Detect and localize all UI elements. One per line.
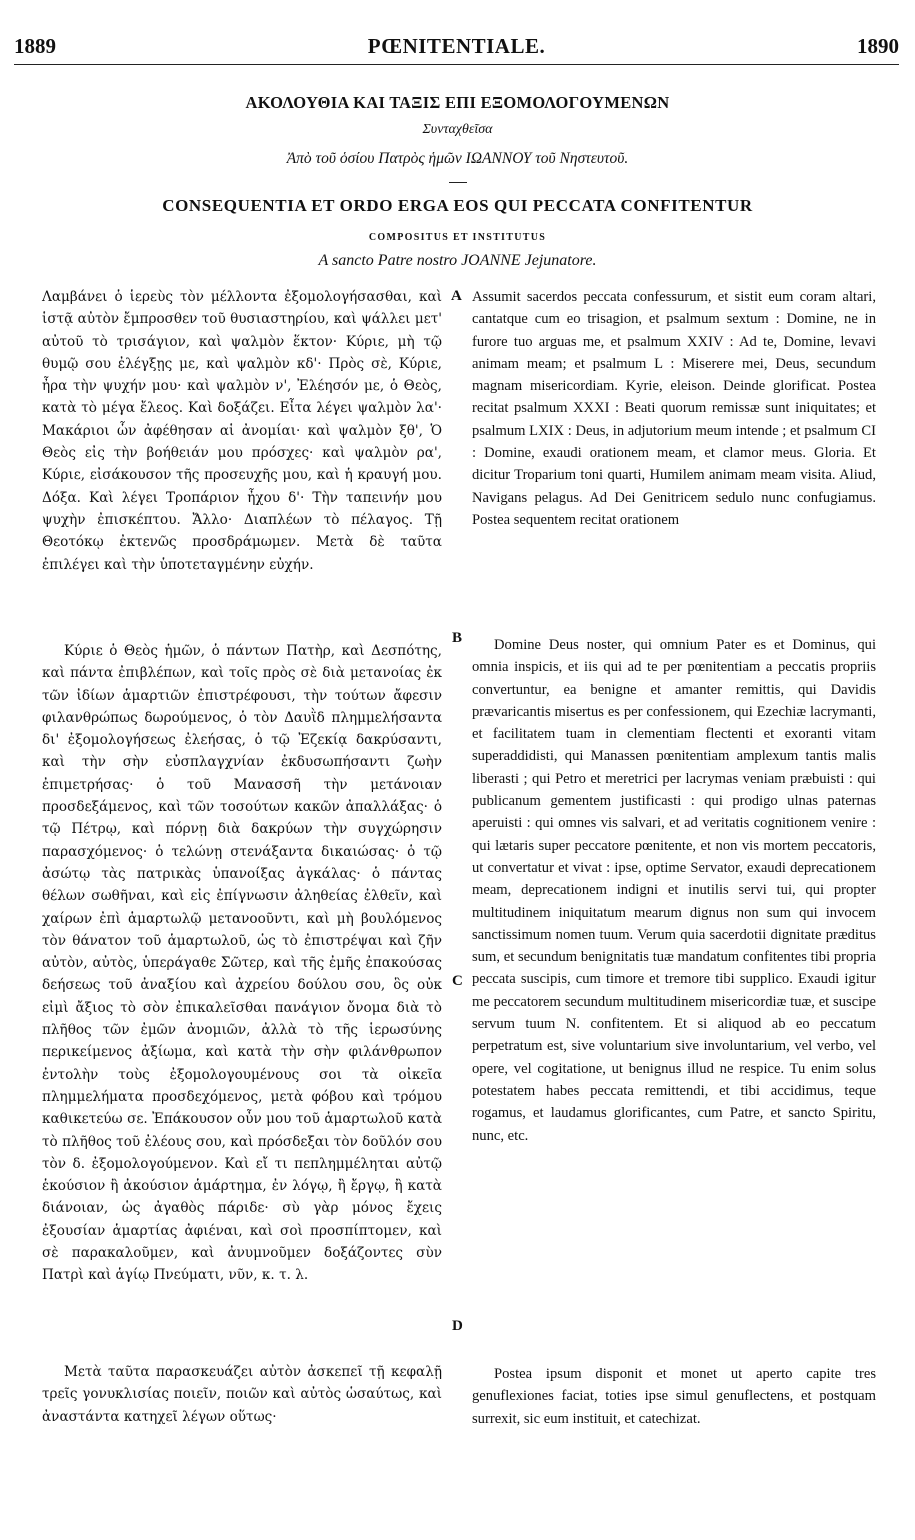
greek-paragraph-2: Κύριε ὁ Θεὸς ἡμῶν, ὁ πάντων Πατὴρ, καὶ Δεσπότης, καὶ πάντα ἐπιβλέπων, καὶ τοῖς πρὸς σὲ διὰ μετανοίας ἐκ τῶν ἰδίων ἁμαρτιῶν ἐπιστρέφουσι, τὴν τούτων ἄφεσιν φιλανθρώπως δωρούμενος, ὁ τὸν Δαυῒδ πλημμελήσαντα δι' ἐξομολογήσεως ἐλεήσας, ὁ τῷ Ἐζεκίᾳ δακρύσαντι, καὶ τὴν σὴν εὐσπλαγχνίαν ἐκδυσωπήσαντι ζωὴν ἐπιμετρήσας· ὁ τοῦ Μανασσῆ τὴν μετάνοιαν προσδεξάμενος, καὶ τῶν τοσούτων κακῶν ἀπαλλάξας· ὁ τῷ Πέτρῳ, καὶ πόρνῃ διὰ δακρύων τὴν συγχώρησιν παρασχόμενος· ὁ τελώνῃ στενάξαντα δικαιώσας· ὁ τῷ ἀσώτῳ τὰς πατρικὰς ὑπανοίξας ἀγκάλας· ὁ πάντας θέλων σωθῆναι, καὶ εἰς ἐπίγνωσιν ἀληθείας ἐλθεῖν, καὶ χαίρων ἐπὶ ἁμαρτωλῷ μετανοοῦντι, καὶ μὴ βουλόμενος τὸν θάνατον τοῦ ἁμαρτωλοῦ, ὡς τὸ ἐπιστρέψαι καὶ ζῆν αὐτὸν, αὐτὸς, ὑπεράγαθε Σῶτερ, καὶ τῆς ἐμῆς ἐπακούσας δεήσεως τοῦ ἀναξίου καὶ ἀχρείου δούλου σου, ὃς οὐκ εἰμὶ ἄξιος τὸ σὸν ἐπικαλεῖσθαι πανάγιον ὄνομα διὰ τὸ πλῆθος τῶν ἐμῶν ἀνομιῶν, ἀλλὰ τὸ τῆς ἱερωσύνης περικείμενος ἀξίωμα, καὶ κατὰ τὴν σὴν φιλάνθρωπον ἐντολὴν τοὺς ἐξομολογουμένους σοι τὰ οἰκεῖα πλημμελήματα προσδεχόμενος, μετὰ φόβου καὶ τρόμου καθικετεύω σε. Ἐπάκουσον οὖν μου τοῦ ἁμαρτωλοῦ κατὰ τὸ πλῆθος τοῦ ἐλέους σου, καὶ πρόσδεξαι τὸν δοῦλόν σου τὸν δ. ἐξομολογούμενον. Καὶ εἴ τι πεπλημμέληται αὐτῷ ἑκούσιον ἢ ἀκούσιον ἁμάρτημα, ἐν λόγῳ, ἢ ἔργῳ, ἢ κατὰ διάνοιαν, ὡς ἀγαθὸς πάριδε· σὺ γὰρ μόνος ἔχεις ἐξουσίαν ἁμαρτίας ἀφιέναι, καὶ σοὶ προσπίπτομεν, καὶ σὲ παρακαλοῦμεν, καὶ ἀνυμνοῦμεν δοξάζοντες σὺν Πατρὶ καὶ ἁγίῳ Πνεύματι, νῦν, κ. τ. λ. (42, 643, 442, 1284)
greek-author-line: Ἀπὸ τοῦ ὁσίου Πατρὸς ἡμῶν ΙΩΑΝΝΟΥ τοῦ Νηστευτοῦ. (286, 150, 629, 167)
column-number-right: 1890 (857, 34, 899, 58)
latin-prayer-paragraph (472, 634, 876, 1147)
column-number-left: 1889 (14, 34, 56, 58)
margin-marker-d: D (452, 1318, 463, 1334)
greek-paragraph-3: Μετὰ ταῦτα παρασκευάζει αὐτὸν ἀσκεπεῖ τῇ κεφαλῇ τρεῖς γονυκλισίας ποιεῖν, ποιῶν καὶ αὐτὸς ὡσαύτως, καὶ ἀναστάντα κατηχεῖ λέγων οὕτως· (42, 1364, 442, 1425)
margin-marker-a: A (451, 288, 462, 304)
latin-subtitle: COMPOSITUS ET INSTITUTUS (368, 232, 547, 243)
heading-divider (449, 182, 467, 183)
latin-paragraph-3: Postea ipsum disponit et monet ut aperto capite tres genuflexiones faciat, toties ipse simul genuflectens, et postquam surrexit, sic eum instituit, et catechizat. (472, 1366, 876, 1427)
greek-closing-paragraph (42, 1361, 442, 1428)
latin-title: CONSEQUENTIA ET ORDO ERGA EOS QUI PECCATA CONFITENTUR (162, 196, 753, 215)
margin-marker-c: C (452, 973, 463, 989)
latin-paragraph-2: Domine Deus noster, qui omnium Pater es et Dominus, qui omnia inspicis, et iis qui ad te per pœnitentiam a peccatis propriis convertuntur, ea benigne et amanter remittis, qui Davidis prævaricantis misertus es per confessionem, qui Ezechiæ lacrymanti, et facilitatem tuam in clementiam flectenti et exoranti vitam superaddidisti, qui Manassen pœnitentiam amplexum tantis malis liberasti ; qui Petro et meretrici per lacrymas veniam præbuisti : qui publicanum gementem justificasti : qui prodigo ulnas paternas aperuisti : qui omnes vis salvari, et ad veritatis cognitionem venire : qui lætaris super peccatore pœnitente, et non vis mortem peccatoris, ut convertatur et vivat : ipse, optime Servator, exaudi deprecationem meam, deprecationem indigni et inutilis servi tui, qui propter multitudinem iniquitatum mearum dignus non sum qui invocem sanctissimum nomen tuum. Verum quia sacerdotii dignitate præditus sum, et secundum benignitatis tuæ mandatum confitentes tibi propria peccata suscipis, cum timore et tremore tibi supplico. Exaudi igitur me peccatorem secundum multitudinem misericordiæ tuæ, et suscipe servum tuum N. confitentem. Et si aliquod ab eo peccatum perpetratum est, sive voluntarium sive involuntarium, vel verbo, vel opere, vel cogitatione, ut benignus illud ne respice. Tu enim solus potestatem habes peccata remittendi, et tibi accidimus, teque rogamus, et laudamus glorificantes, cum Patre, et sancto Spiritu, nunc, etc. (472, 637, 876, 1144)
header-rule (14, 64, 899, 65)
greek-title: ΑΚΟΛΟΥΘΙΑ ΚΑΙ ΤΑΞΙΣ ΕΠΙ ΕΞΟΜΟΛΟΓΟΥΜΕΝΩΝ (245, 93, 670, 112)
greek-paragraph-1: Λαμβάνει ὁ ἱερεὺς τὸν μέλλοντα ἐξομολογήσασθαι, καὶ ἱστᾷ αὐτὸν ἔμπροσθεν τοῦ θυσιαστηρίου, καὶ ψάλλει μετ' αὐτοῦ τὸ τρισάγιον, καὶ ψαλμὸν ἕκτον· Κύριε, μὴ τῷ θυμῷ σου ἐλέγξῃς με, καὶ ψαλμὸν κδ'· Πρὸς σὲ, Κύριε, ἦρα τὴν ψυχήν μου· καὶ ψαλμὸν ν', Ἐλέησόν με, ὁ Θεὸς, κατὰ τὸ μέγα ἔλεος. Καὶ δοξάζει. Εἶτα λέγει ψαλμὸν λα'· Μακάριοι ὧν ἀφέθησαν αἱ ἀνομίαι· καὶ ψαλμὸν ξθ', Ὁ Θεὸς εἰς τὴν βοήθειάν μου πρόσχες· καὶ ψαλμὸν ρα', Κύριε, εἰσάκουσον τῆς προσευχῆς μου, καὶ ἡ κραυγή μου. Δόξα. Καὶ λέγει Τροπάριον ἦχου δ'· Τὴν ταπεινήν μου ψυχὴν ἐπισκέπτου. Ἄλλο· Διαπλέων τὸ πέλαγος. Τῇ Θεοτόκῳ ἐκτενῶς προσδράμωμεν. Μετὰ δὲ ταῦτα ἐπιλέγει καὶ τὴν ὑποτεταγμένην εὐχήν. (42, 289, 442, 573)
greek-prayer-paragraph (42, 640, 442, 1287)
latin-paragraph-1: Assumit sacerdos peccata confessurum, et sistit eum coram altari, cantatque cum eo trisagion, et psalmum sextum : Domine, ne in furore tuo arguas me, et psalmum XXIV : Ad te, Domine, levavi animam meam; et psalmum L : Miserere mei, Deus, secundum magnam misericordiam. Kyrie, eleison. Deinde glorificat. Postea recitat psalmum XXXI : Beati quorum remissæ sunt iniquitates; et psalmum LXIX : Deus, in adjutorium meum intende ; et psalmum CI : Domine, exaudi orationem meam, et clamor meus. Gloria. Et dicitur Troparium toni quarti, Humilem animam meam visita. Aliud, Navigans pelagus. Ad Dei Genitricem sedulo nunc confugiamus. Postea sequentem recitat orationem (472, 289, 876, 528)
latin-closing-paragraph (472, 1363, 876, 1430)
running-title: PŒNITENTIALE. (367, 34, 546, 58)
latin-author-line: A sancto Patre nostro JOANNE Jejunatore. (318, 252, 597, 269)
running-head (14, 34, 899, 60)
margin-marker-b: B (452, 630, 463, 646)
latin-rubric-paragraph (472, 286, 876, 531)
greek-subtitle: Συνταχθεῖσα (422, 122, 493, 137)
greek-rubric-paragraph (42, 286, 442, 576)
